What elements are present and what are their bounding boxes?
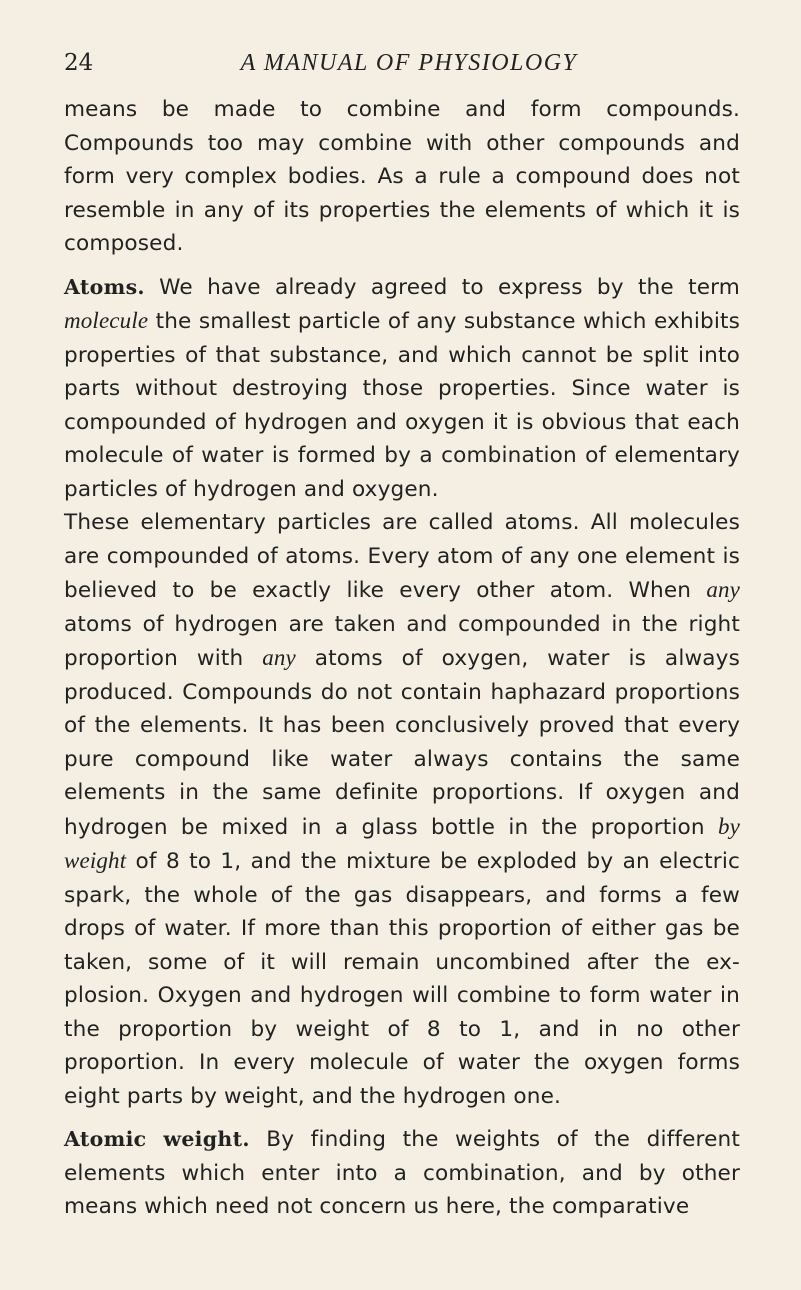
- running-title: A MANUAL OF PHYSIOLOGY: [240, 50, 578, 76]
- paragraph-text: atoms of oxygen, water is always produced. Compounds do not contain haphazard proportions of the elements. It has been conclusively proved that every pure compound like water always contains the same elements in the same definite proportions. If oxygen and hydrogen be mixed in a glass bottle in the proportion: [64, 646, 740, 840]
- body-text: [64, 93, 740, 1224]
- italic-term: by weight: [64, 813, 740, 873]
- italic-term: any: [262, 645, 296, 670]
- paragraph-text: atoms of hydrogen are taken and compounded in the right proportion with: [64, 611, 740, 671]
- paragraph-text: means be made to combine and form compounds. Compounds too may combine with other compounds and form very complex bodies. As a rule a compound does not resemble in any of its properties the elements of which it is composed.: [64, 97, 740, 256]
- page-number: 24: [64, 50, 94, 76]
- paragraph-text: the smallest particle of any substance which exhibits properties of that substance, and which cannot be split into parts without destroying those properties. Since water is compounded of hydrogen and oxygen it is obvious that each molecule of water is formed by a combination of elementary particles of hydrogen and oxygen.: [64, 309, 740, 502]
- paragraph-text: of 8 to 1, and the mixture be exploded by an electric spark, the whole of the gas disappears, and forms a few drops of water. If more than this proportion of either gas be taken, some of it will remain uncombined after the ex- plosion. Oxygen and hydrogen will combine to form water in the proportion by weight of 8 to 1, and in no other proportion. In every molecule of water the oxygen forms eight parts by weight, and the hydrogen one.: [64, 849, 740, 1109]
- paragraph-text: These elementary particles are called atoms. All molecules are compounded of atoms. Every atom of any one element is believed to be exactly like every other atom. When: [64, 510, 740, 603]
- page-header: [64, 50, 736, 84]
- section-heading-atoms: Atoms.: [64, 274, 145, 299]
- paragraph-elementary-particles: [64, 506, 740, 1113]
- paragraph-atoms: [64, 271, 740, 507]
- paragraph-atomic-weight: [64, 1123, 740, 1224]
- italic-term: any: [706, 577, 740, 602]
- paragraph-text: By finding the weights of the different elements which enter into a combination, and by other means which need not concern us here, the comparative: [64, 1127, 740, 1219]
- italic-term: molecule: [64, 308, 149, 333]
- paragraph-compounds: [64, 93, 740, 261]
- paragraph-text: We have already agreed to express by the term: [144, 274, 740, 300]
- section-heading-atomic-weight: Atomic weight.: [64, 1127, 250, 1151]
